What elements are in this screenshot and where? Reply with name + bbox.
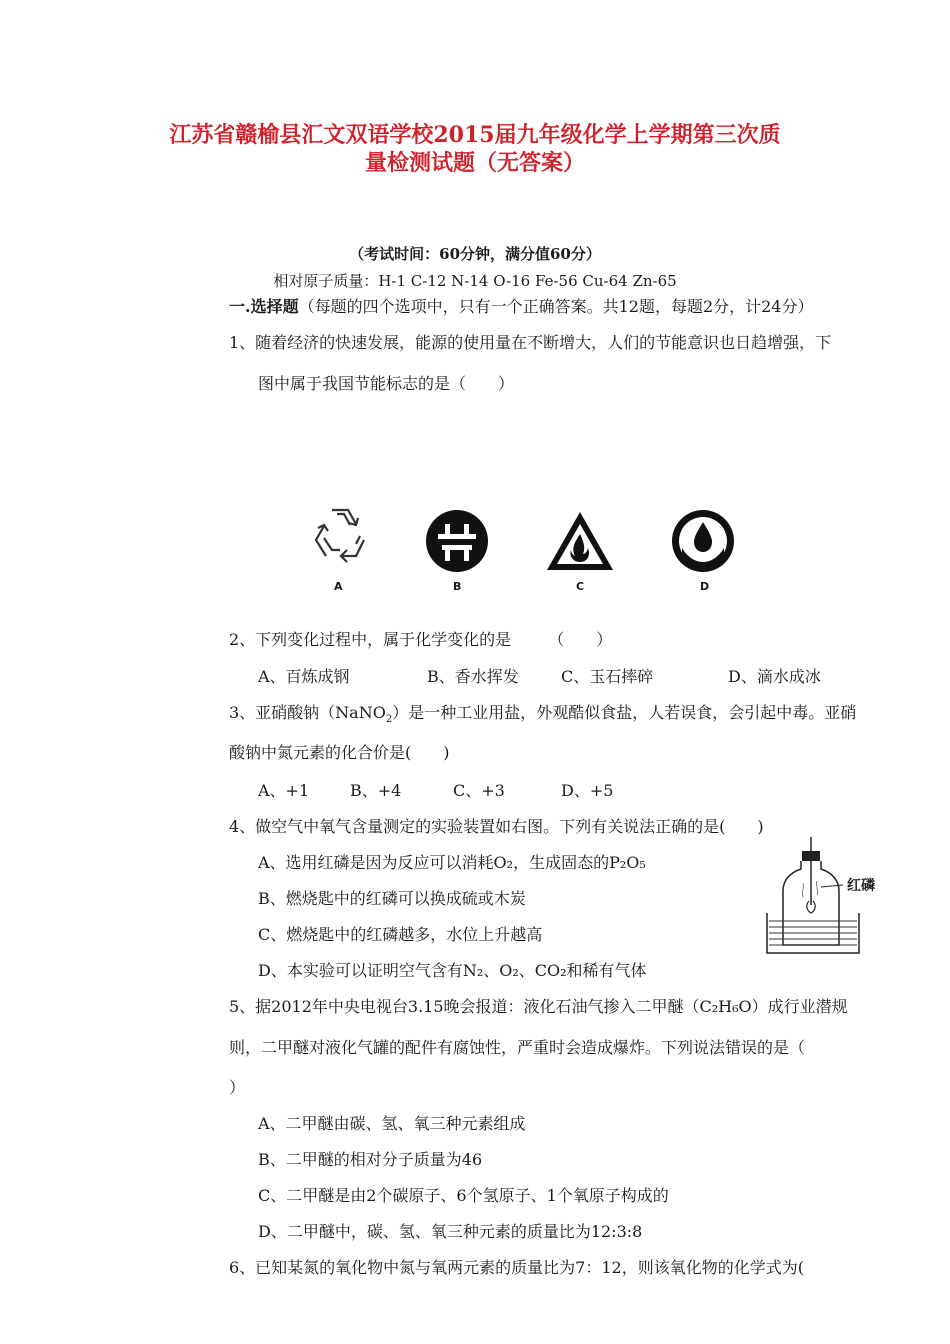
exam-info: （考试时间：60分钟，满分值60分）: [349, 245, 601, 263]
section-heading: [229, 294, 813, 317]
q3-option-b: B、+4: [350, 781, 402, 800]
document-title-line2: 量检测试题（无答案）: [364, 150, 585, 176]
q2-stem: 2、下列变化过程中，属于化学变化的是 （ ）: [229, 630, 613, 649]
q3-stem-line1: [229, 700, 856, 725]
section-title: 一.选择题: [229, 297, 299, 316]
q1-logo-row: [300, 500, 740, 600]
q1-stem-line2: 图中属于我国节能标志的是（ ）: [258, 374, 515, 393]
document-title-line1: 江苏省赣榆县汇文双语学校2015届九年级化学上学期第三次质: [169, 122, 781, 148]
flammable-warning-icon: [545, 510, 615, 572]
q5-stem-line3: ）: [229, 1078, 246, 1097]
q4-option-b: B、燃烧匙中的红磷可以换成硫或木炭: [258, 889, 526, 908]
q4-figure-label: 红磷: [847, 878, 875, 894]
q5-option-d: D、二甲醚中，碳、氢、氧三种元素的质量比为12:3:8: [258, 1222, 643, 1241]
q5-option-c: C、二甲醚是由2个碳原子、6个氢原子、1个氧原子构成的: [258, 1186, 669, 1205]
q3-text-pre: 3、亚硝酸钠（NaNO: [229, 703, 386, 722]
q2-option-c: C、玉石摔碎: [561, 667, 654, 686]
q1-stem-line1: 1、随着经济的快速发展，能源的使用量在不断增大，人们的节能意识也日趋增强，下: [229, 333, 832, 352]
q2-option-b: B、香水挥发: [427, 667, 519, 686]
section-note: （每题的四个选项中，只有一个正确答案。共12题，每题2分，计24分）: [298, 297, 814, 316]
logo-d: [670, 508, 736, 593]
q2-option-a: A、百炼成钢: [258, 667, 350, 686]
logo-a-label: A: [334, 580, 343, 593]
q4-stem: 4、做空气中氧气含量测定的实验装置如右图。下列有关说法正确的是( ): [229, 817, 764, 836]
energy-saving-icon: [424, 508, 490, 574]
atomic-mass-line: 相对原子质量：H-1 C-12 N-14 O-16 Fe-56 Cu-64 Zn-65: [273, 272, 677, 290]
q3-subscript: 2: [385, 714, 393, 726]
logo-c-label: C: [576, 580, 585, 593]
q3-option-a: A、+1: [258, 781, 310, 800]
q4-apparatus-figure: [765, 835, 885, 955]
logo-a: [304, 500, 376, 593]
q5-option-a: A、二甲醚由碳、氢、氧三种元素组成: [258, 1114, 526, 1133]
recycle-icon: [304, 500, 376, 572]
logo-b-label: B: [453, 580, 462, 593]
q5-stem-line2: 则，二甲醚对液化气罐的配件有腐蚀性，严重时会造成爆炸。下列说法错误的是（: [229, 1038, 806, 1057]
q3-text-post: ）是一种工业用盐，外观酷似食盐，人若误食，会引起中毒。亚硝: [392, 703, 857, 722]
logo-b: [424, 508, 490, 593]
q3-option-c: C、+3: [453, 781, 505, 800]
q5-stem-line1: 5、据2012年中央电视台3.15晚会报道：液化石油气掺入二甲醚（C₂H₆O）成行业潜规: [229, 997, 848, 1016]
logo-d-label: D: [700, 580, 710, 593]
q4-option-c: C、燃烧匙中的红磷越多，水位上升越高: [258, 925, 543, 944]
q3-stem-line2: 酸钠中氮元素的化合价是( ): [229, 743, 450, 762]
bell-jar-apparatus-icon: [765, 835, 885, 955]
q4-option-a: A、选用红磷是因为反应可以消耗O₂，生成固态的P₂O₅: [258, 853, 646, 872]
q3-option-d: D、+5: [561, 781, 614, 800]
q5-option-b: B、二甲醚的相对分子质量为46: [258, 1150, 483, 1169]
q4-option-d: D、本实验可以证明空气含有N₂、O₂、CO₂和稀有气体: [258, 961, 647, 980]
water-saving-icon: [670, 508, 736, 574]
q6-stem: 6、已知某氮的氧化物中氮与氧两元素的质量比为7：12，则该氧化物的化学式为(: [229, 1258, 804, 1277]
logo-c: [545, 510, 615, 593]
q2-option-d: D、滴水成冰: [728, 667, 821, 686]
